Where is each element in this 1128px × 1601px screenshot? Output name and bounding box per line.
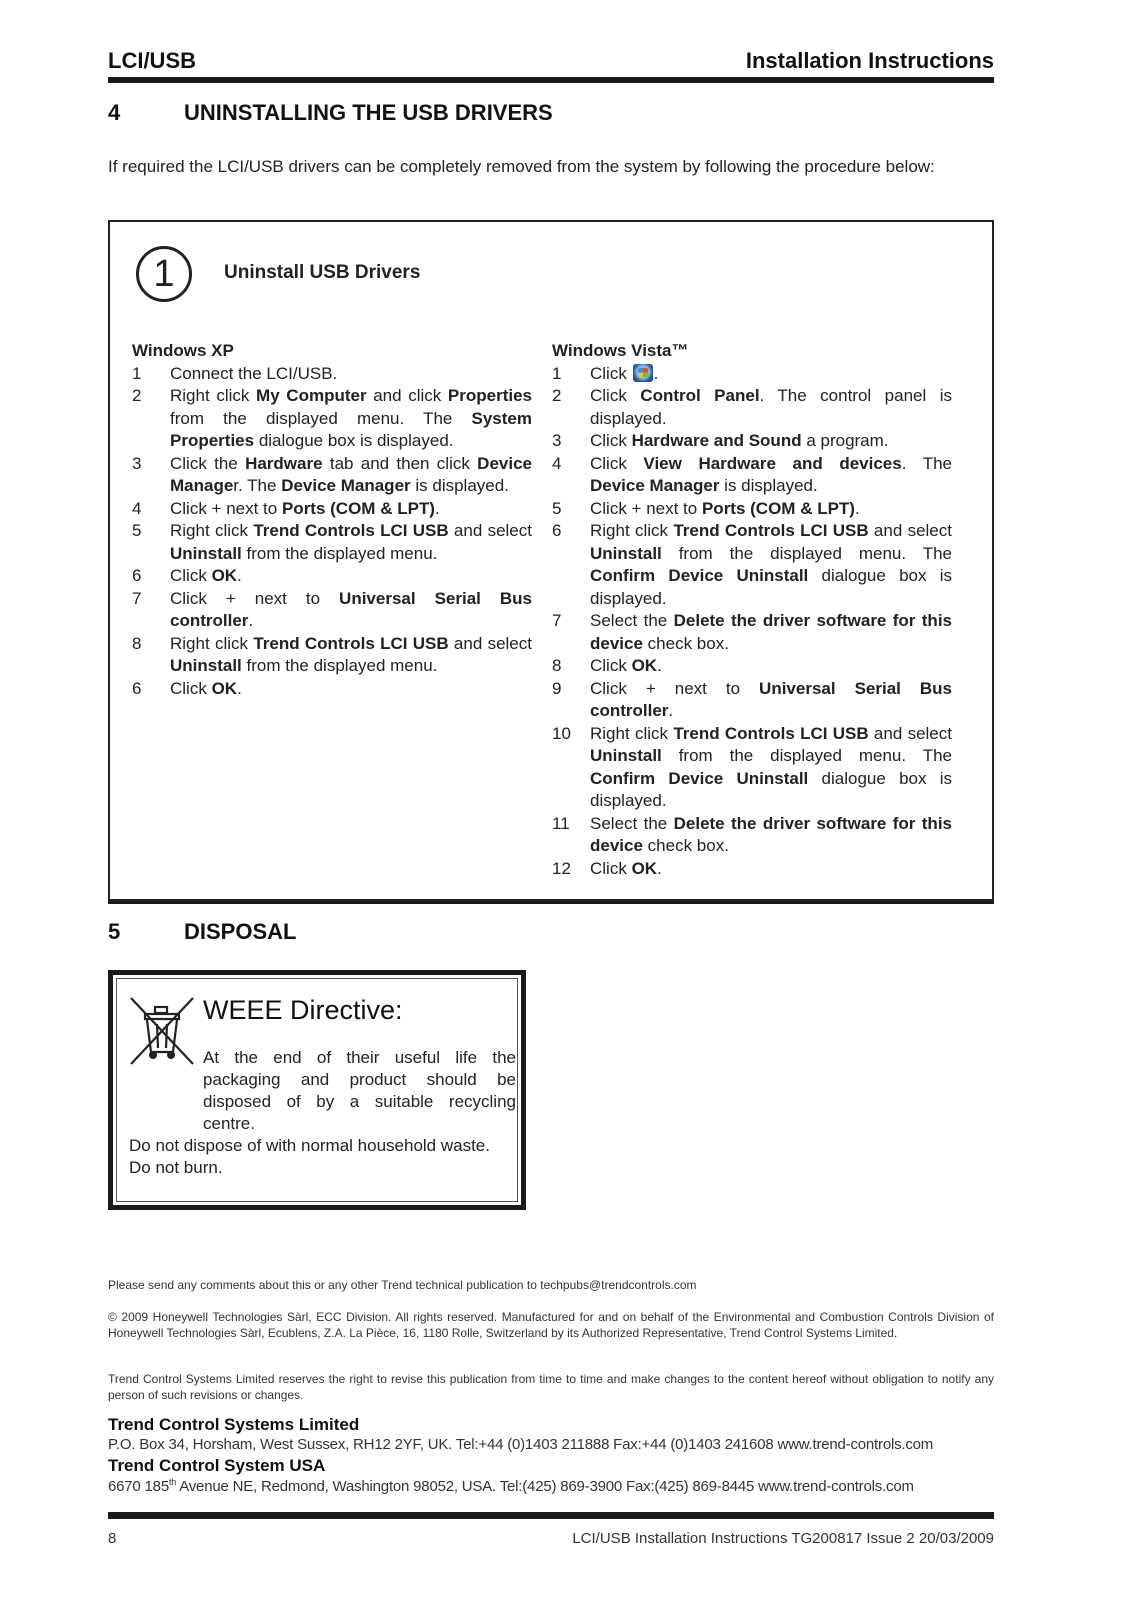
xp-step-number: 3 xyxy=(132,453,142,473)
vista-step-number: 10 xyxy=(552,723,571,743)
xp-step xyxy=(132,453,532,498)
document-page xyxy=(108,0,994,1601)
vista-step xyxy=(552,363,952,386)
usa-company-address xyxy=(108,1477,994,1495)
xp-step xyxy=(132,520,532,565)
vista-step-number: 11 xyxy=(552,813,570,833)
vista-step-number: 6 xyxy=(552,521,562,540)
vista-step-text: Click View Hardware and devices. The Device Manager is displayed. xyxy=(590,453,952,495)
step-title: Uninstall USB Drivers xyxy=(224,262,421,283)
section-4-title: UNINSTALLING THE USB DRIVERS xyxy=(184,100,553,125)
weee-household-waste: Do not dispose of with normal household waste. xyxy=(129,1136,490,1155)
section-4-number: 4 xyxy=(108,100,121,125)
copyright-note: © 2009 Honeywell Technologies Sàrl, ECC Division. All rights reserved. Manufactured for and on behalf of the Environmental and Combustion Controls Division of Honeywell Technologies Sàrl, Ecublens, Z.A. La Pièce, 16, 1180 Rolle, Switzerland by its Authorized Representative, Trend Control Systems Limited. xyxy=(108,1310,994,1340)
uk-company-name: Trend Control Systems Limited xyxy=(108,1415,360,1434)
vista-step-text: Right click Trend Controls LCI USB and select Uninstall from the displayed menu. The Confirm Device Uninstall dialogue box is displayed. xyxy=(590,723,953,810)
page-footer xyxy=(108,1530,994,1547)
uk-company-address: P.O. Box 34, Horsham, West Sussex, RH12 2YF, UK. Tel:+44 (0)1403 211888 Fax:+44 (0)1403 241608 www.trend-controls.com xyxy=(108,1436,934,1453)
xp-step-text: Right click Trend Controls LCI USB and select Uninstall from the displayed menu. xyxy=(170,521,532,563)
comments-note xyxy=(108,1278,994,1294)
windows-xp-column xyxy=(132,340,532,700)
vista-step-number: 3 xyxy=(552,431,562,450)
xp-step-number: 2 xyxy=(132,386,142,405)
vista-step-number: 4 xyxy=(552,453,562,473)
vista-step xyxy=(552,723,952,813)
vista-step xyxy=(552,385,952,430)
weee-directive-box xyxy=(108,970,526,1210)
weee-inner-frame xyxy=(116,978,518,1202)
xp-step-number: 7 xyxy=(132,588,142,608)
vista-step xyxy=(552,610,952,655)
section-4-intro: If required the LCI/USB drivers can be completely removed from the system by following the procedure below: xyxy=(108,157,935,176)
xp-step-text: Click + next to Ports (COM & LPT). xyxy=(170,498,440,518)
usa-address-ordinal: th xyxy=(168,1477,177,1487)
vista-step-text: Click . xyxy=(590,363,659,383)
vista-step xyxy=(552,858,952,881)
xp-step-text: Connect the LCI/USB. xyxy=(170,363,338,383)
xp-step-number: 1 xyxy=(132,363,142,383)
vista-step-text: Select the Delete the driver software for this device check box. xyxy=(590,611,952,653)
vista-step-text: Click Control Panel. The control panel is displayed. xyxy=(590,386,952,428)
vista-step-text: Click OK. xyxy=(590,656,662,675)
usa-address-number: 6670 185 xyxy=(108,1478,169,1495)
vista-step-text: Click + next to Ports (COM & LPT). xyxy=(590,498,860,518)
xp-step xyxy=(132,363,532,386)
weee-text-end-of-life: At the end of their useful life the packaging and product should be disposed of by a suitable recycling centre. xyxy=(203,1048,516,1133)
xp-step-number: 8 xyxy=(132,633,142,653)
windows-vista-steps xyxy=(552,363,952,881)
windows-vista-title: Windows Vista™ xyxy=(552,341,689,360)
footer-rule xyxy=(108,1512,994,1519)
xp-step-number: 5 xyxy=(132,521,142,540)
weee-do-not-burn: Do not burn. xyxy=(129,1158,223,1177)
windows-xp-steps xyxy=(132,363,532,701)
xp-step xyxy=(132,678,532,701)
header-rule xyxy=(108,77,994,83)
vista-step xyxy=(552,453,952,498)
xp-step-text: Click OK. xyxy=(170,678,242,698)
windows-xp-title: Windows XP xyxy=(132,341,234,360)
page-number: 8 xyxy=(108,1530,117,1547)
xp-step-text: Click the Hardware tab and then click Device Manager. The Device Manager is displayed. xyxy=(170,453,532,495)
windows-vista-column xyxy=(552,340,952,880)
header-product: LCI/USB xyxy=(108,48,196,73)
vista-step-number: 12 xyxy=(552,858,571,878)
section-4-heading xyxy=(108,100,553,126)
windows-start-icon xyxy=(633,364,653,382)
section-5-number: 5 xyxy=(108,919,121,944)
vista-step-number: 8 xyxy=(552,656,562,675)
vista-step xyxy=(552,430,952,453)
usa-company-name: Trend Control System USA xyxy=(108,1456,326,1475)
xp-step xyxy=(132,385,532,453)
crossed-out-bin-icon xyxy=(127,994,197,1068)
vista-step-number: 7 xyxy=(552,611,562,630)
comments-text: Please send any comments about this or any other Trend technical publication to techpubs@trendcontrols.com xyxy=(108,1278,697,1292)
xp-step-number: 4 xyxy=(132,498,142,518)
uninstall-procedure-box xyxy=(108,220,994,901)
vista-step-number: 2 xyxy=(552,386,562,405)
vista-step-number: 5 xyxy=(552,498,562,518)
page-header xyxy=(108,44,994,74)
usa-address-rest: Avenue NE, Redmond, Washington 98052, USA. Tel:(425) 869-3900 Fax:(425) 869-8445 www.trend-controls.com xyxy=(176,1478,914,1495)
vista-step xyxy=(552,813,952,858)
vista-step xyxy=(552,520,952,610)
vista-step xyxy=(552,655,952,678)
xp-step-number: 6 xyxy=(132,678,142,698)
vista-step xyxy=(552,678,952,723)
xp-step-number: 6 xyxy=(132,566,142,585)
vista-step-number: 9 xyxy=(552,678,562,698)
vista-step-text: Click Hardware and Sound a program. xyxy=(590,431,889,450)
xp-step-text: Right click Trend Controls LCI USB and select Uninstall from the displayed menu. xyxy=(170,633,532,675)
xp-step-text: Right click My Computer and click Properties from the displayed menu. The System Properties dialogue box is displayed. xyxy=(170,386,533,450)
xp-step-text: Click OK. xyxy=(170,566,242,585)
section-5-title: DISPOSAL xyxy=(184,919,297,944)
xp-step xyxy=(132,498,532,521)
vista-step-number: 1 xyxy=(552,363,562,383)
step-number-circle: 1 xyxy=(136,246,192,302)
rights-note: Trend Control Systems Limited reserves the right to revise this publication from time to time and make changes to the content hereof without obligation to notify any person of such revisions or changes. xyxy=(108,1372,994,1402)
xp-step xyxy=(132,565,532,588)
vista-step xyxy=(552,498,952,521)
section-divider xyxy=(108,901,994,904)
weee-title: WEEE Directive: xyxy=(203,995,403,1025)
header-doc-type: Installation Instructions xyxy=(745,48,994,73)
xp-step-text: Click + next to Universal Serial Bus controller. xyxy=(170,588,532,630)
xp-step xyxy=(132,633,532,678)
weee-text-warnings xyxy=(129,1135,516,1179)
document-reference: LCI/USB Installation Instructions TG200817 Issue 2 20/03/2009 xyxy=(572,1530,994,1547)
vista-step-text: Click + next to Universal Serial Bus controller. xyxy=(590,678,952,720)
vista-step-text: Select the Delete the driver software for this device check box. xyxy=(590,813,952,855)
vista-step-text: Right click Trend Controls LCI USB and select Uninstall from the displayed menu. The Confirm Device Uninstall dialogue box is displayed. xyxy=(590,521,953,608)
section-5-heading xyxy=(108,919,296,945)
xp-step xyxy=(132,588,532,633)
vista-step-text: Click OK. xyxy=(590,858,662,878)
